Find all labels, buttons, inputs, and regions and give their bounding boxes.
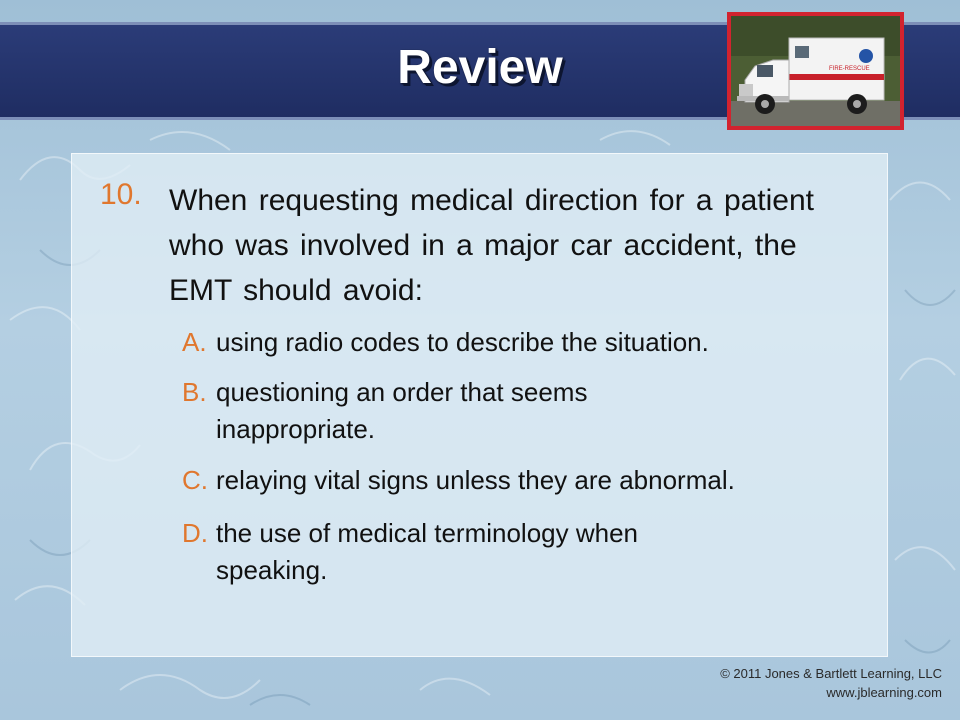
option-text: relaying vital signs unless they are abnormal.: [216, 465, 735, 495]
option-letter: A.: [182, 327, 207, 357]
option-letter: D.: [182, 518, 208, 548]
copyright-notice: [720, 664, 942, 702]
option-letter: B.: [182, 377, 207, 407]
copyright-text: © 2011 Jones & Bartlett Learning, LLC: [720, 666, 942, 681]
option-text: the use of medical terminology when speaking.: [216, 518, 639, 585]
slide-title: Review: [397, 41, 563, 94]
question-number: 10.: [100, 178, 142, 211]
option-text: using radio codes to describe the situation.: [216, 327, 709, 357]
ambulance-photo: [727, 12, 904, 130]
question-text: When requesting medical direction for a patient who was involved in a major car accident, the EMT should avoid:: [169, 184, 815, 307]
option-letter: C.: [182, 465, 208, 495]
ambulance-label: FIRE-RESCUE: [829, 66, 870, 72]
ambulance-icon: [731, 16, 900, 126]
option-text: questioning an order that seems inappropriate.: [216, 377, 588, 444]
website-text: www.jblearning.com: [826, 685, 942, 700]
